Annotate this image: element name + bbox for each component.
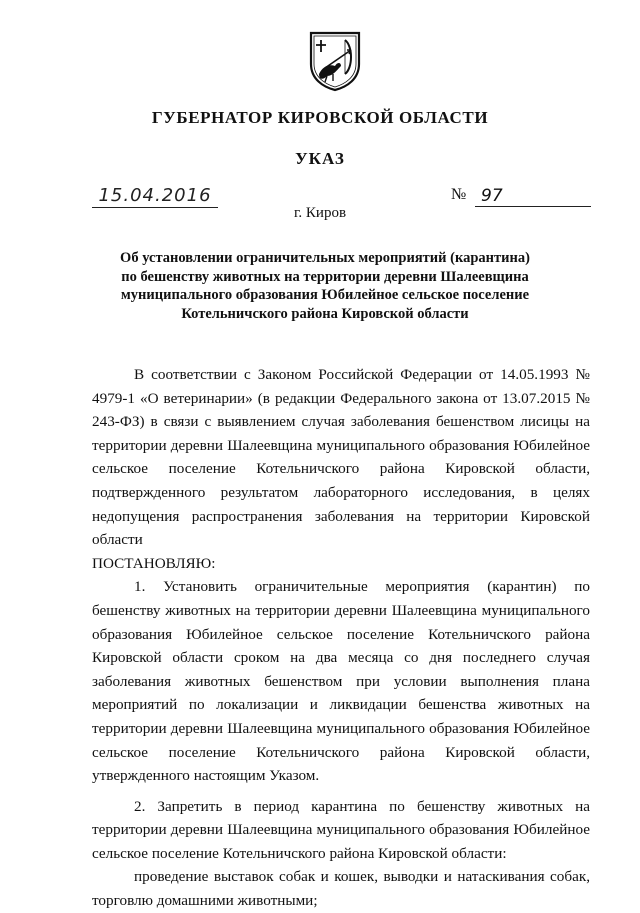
decree-subject-heading	[80, 249, 570, 323]
subject-line: Котельничского района Кировской области	[181, 305, 469, 322]
decree-word: ПОСТАНОВЛЯЮ:	[92, 554, 216, 572]
issuing-authority-title: ГУБЕРНАТОР КИРОВСКОЙ ОБЛАСТИ	[151, 108, 489, 127]
kirov-region-coat-of-arms-icon	[307, 30, 363, 92]
document-type-title: УКАЗ	[295, 149, 345, 168]
issue-city: г. Киров	[293, 205, 347, 221]
subject-line: Об установлении ограничительных мероприятий (карантина)	[120, 250, 530, 266]
item-1-paragraph: 1. Установить ограничительные мероприятия (карантин) по бешенству животных на территории деревни Шалеевщина муниципального образования Юбилейное сельское поселение Котельничского района Кировской области сроком на два месяца со дня последнего случая заболевания животных бешенством при условии выполнения плана мероприятий по локализации и ликвидации бешенства животных на территории деревни Шалеевщина муниципального образования Юбилейное сельское поселение Котельничского района Кировской области, утвержденного настоящим Указом.	[92, 578, 590, 785]
number-sign: №	[451, 186, 467, 203]
subject-line: муниципального образования Юбилейное сельское поселение	[120, 287, 530, 303]
item-2-subitem-paragraph: проведение выставок собак и кошек, выводки и натаскивания собак, торговлю домашними животными;	[92, 868, 590, 910]
decree-body	[92, 363, 590, 913]
preamble-paragraph: В соответствии с Законом Российской Федерации от 14.05.1993 № 4979-1 «О ветеринарии» (в редакции Федерального закона от 13.07.2015 № 243-ФЗ) в связи с выявлением случая заболевания бешенством лисицы на территории деревни Шалеевщина муниципального образования Юбилейное сельское поселение Котельничского района Кировской области, подтвержденного результатом лабораторного исследования, в целях недопущения распространения заболевания на территории Кировской области	[92, 366, 590, 549]
subject-line: по бешенству животных на территории деревни Шалеевщина	[121, 268, 529, 285]
item-2-paragraph: 2. Запретить в период карантина по бешенству животных на территории деревни Шалеевщина муниципального образования Юбилейное сельское поселение Котельничского района Кировской области:	[92, 797, 590, 862]
decree-date: 15.04.2016	[92, 185, 218, 208]
decree-number: 97	[475, 185, 591, 207]
